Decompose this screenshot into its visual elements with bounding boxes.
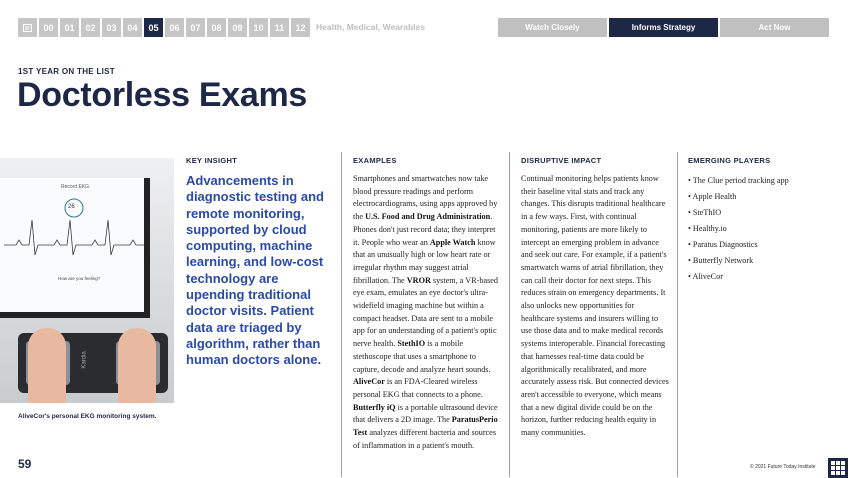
emerging-players-column — [688, 156, 838, 285]
page-title: Doctorless Exams — [17, 76, 308, 114]
key-insight-text: Advancements in diagnostic testing and remote monitoring, supported by cloud computing, machine learning, and low-cost technology are upending traditional doctor visits. Patient data are triaged by algorithm, rather than human doctors alone. — [186, 173, 324, 368]
copyright: © 2021 Future Today Institute — [750, 464, 816, 470]
example-text: analyzes different bacteria and sources of inflammation in a patient's mouth. — [353, 428, 497, 450]
screen-value: 26 — [68, 204, 75, 210]
examples-heading: EXAMPLES — [353, 156, 397, 165]
menu-icon[interactable] — [18, 18, 37, 37]
player-item: • Paratus Diagnostics — [688, 237, 838, 253]
player-item: • Healthy.io — [688, 221, 838, 237]
chapter-10-button[interactable]: 10 — [249, 18, 268, 37]
screen-title: Record EKG — [60, 184, 90, 190]
page-number: 59 — [18, 457, 32, 471]
player-item: • SteThIO — [688, 205, 838, 221]
example-text: Smartphones and smartwatches now take blood pressure readings and perform electrocardiograms, using apps approved by the — [353, 174, 498, 222]
finger — [28, 328, 66, 403]
ekg-waveform — [4, 190, 144, 270]
disruptive-impact-text: Continual monitoring helps patients know their baseline vital stats and track any changes. This disrupts traditional healthcare in a few ways. First, with continual monitoring, patients are more likely to intercept an emerging problem in advance and seek out care. For example, if a patient's smartwatch warns of atrial fibrillation, they can call their doctor for next steps. This reduces strain on emergency departments. It also unlocks new opportunities for healthcare systems and insurers willing to use those data and to make medical records systems interoperable. Financial forecasting that harnesses real-time data could be algorithmically recalibrated, and more accurately assess risk. But connected devices aren't accessible to everyone, which means that a new digital divide could be on the horizon, further reducing health equity in many communities. — [521, 174, 669, 438]
examples-text — [353, 173, 501, 452]
alivecor-photo — [0, 158, 174, 403]
example-entity: Butterfly iQ — [353, 402, 396, 412]
chapter-08-button[interactable]: 08 — [207, 18, 226, 37]
example-text: know that an unusually high or low heart rate or irregular rhythm may suggest atrial fibrillation. The — [353, 237, 496, 285]
chapter-04-button[interactable]: 04 — [123, 18, 142, 37]
example-entity: Apple Watch — [429, 237, 476, 247]
example-entity: U.S. Food and Drug Administration — [365, 212, 491, 222]
chapter-02-button[interactable]: 02 — [81, 18, 100, 37]
emerging-players-list — [688, 173, 838, 285]
chapter-12-button[interactable]: 12 — [291, 18, 310, 37]
examples-column — [353, 156, 501, 452]
chapter-nav — [18, 18, 310, 37]
chapter-01-button[interactable]: 01 — [60, 18, 79, 37]
column-divider — [341, 152, 342, 477]
example-entity: AliveCor — [353, 377, 385, 387]
phone-screen — [0, 178, 150, 318]
chapter-11-button[interactable]: 11 — [270, 18, 289, 37]
finger — [118, 328, 156, 403]
key-insight-heading: KEY INSIGHT — [186, 156, 238, 165]
screen-question: How are you feeling? — [58, 276, 101, 281]
photo-caption: AliveCor's personal EKG monitoring system. — [18, 413, 157, 420]
device-brand: Kardia — [81, 351, 88, 369]
list-year-kicker: 1ST YEAR ON THE LIST — [18, 67, 115, 76]
example-text: system, a VR-based eye exam, emulates an eye doctor's ultra-widefield imaging machine but within a compact headset. Data are sent to a mobile app for an understanding of a patient's optic nerve health. — [353, 275, 499, 349]
emerging-players-heading: EMERGING PLAYERS — [688, 156, 771, 165]
disruptive-impact-heading: DISRUPTIVE IMPACT — [521, 156, 602, 165]
example-text: . Phones don't just record data; they interpret it. People who wear an — [353, 212, 496, 247]
chapter-09-button[interactable]: 09 — [228, 18, 247, 37]
chapter-05-button[interactable]: 05 — [144, 18, 163, 37]
priority-tabs — [498, 18, 829, 37]
page-icon — [23, 24, 32, 32]
player-item: • The Clue period tracking app — [688, 173, 838, 189]
tab-act-now[interactable]: Act Now — [720, 18, 829, 37]
column-divider — [677, 152, 678, 477]
player-item: • Apple Health — [688, 189, 838, 205]
tab-watch-closely[interactable]: Watch Closely — [498, 18, 607, 37]
player-item: • Butterfly Network — [688, 253, 838, 269]
fti-logo-icon[interactable] — [828, 458, 848, 478]
key-insight-column — [186, 156, 331, 369]
tab-informs-strategy[interactable]: Informs Strategy — [609, 18, 718, 37]
example-text: is a mobile stethoscope that uses a smartphone to capture, decode and analyze heart sounds. — [353, 339, 491, 374]
column-divider — [509, 152, 510, 477]
example-entity: ParatusPerio Test — [353, 415, 498, 438]
section-label: Health, Medical, Wearables — [316, 22, 425, 32]
player-item: • AliveCor — [688, 269, 838, 285]
example-text: is an FDA-Cleared wireless personal EKG that connects to a phone. — [353, 377, 483, 399]
chapter-06-button[interactable]: 06 — [165, 18, 184, 37]
chapter-00-button[interactable]: 00 — [39, 18, 58, 37]
chapter-07-button[interactable]: 07 — [186, 18, 205, 37]
disruptive-impact-column — [521, 156, 669, 440]
example-entity: StethIO — [397, 339, 426, 349]
example-entity: VROR — [406, 275, 431, 285]
example-text: is a portable ultrasound device that delivers a 2D image. The — [353, 402, 498, 425]
chapter-03-button[interactable]: 03 — [102, 18, 121, 37]
